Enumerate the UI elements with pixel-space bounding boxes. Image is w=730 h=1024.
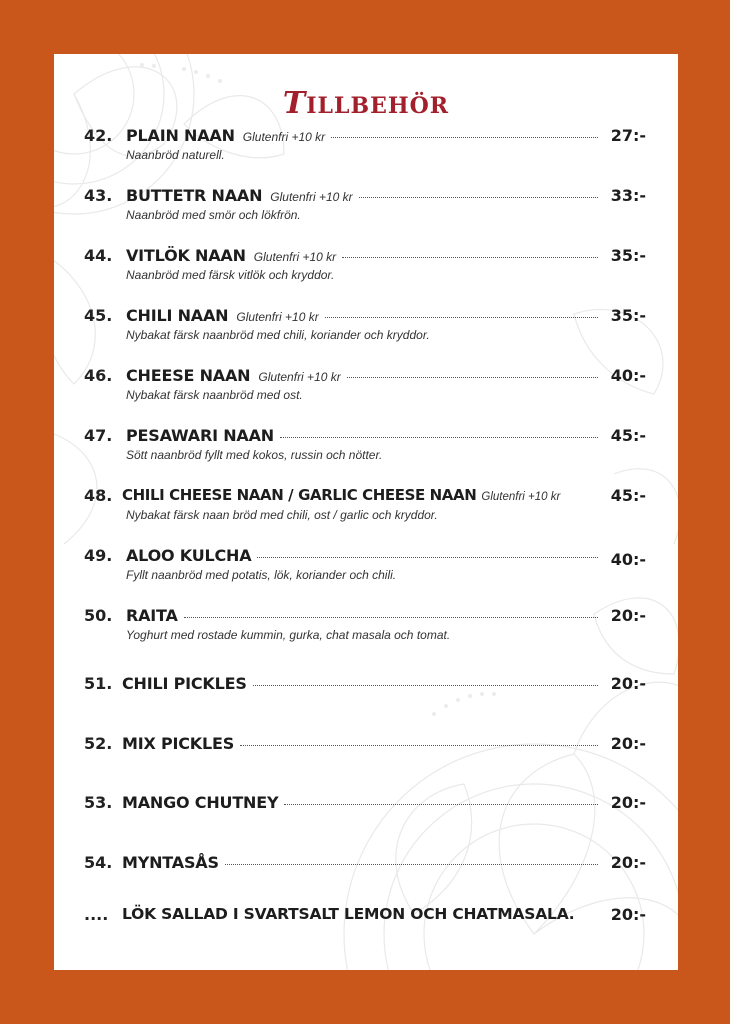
item-number: ....: [84, 905, 109, 924]
item-price: 40:-: [610, 366, 646, 385]
item-description: Fyllt naanbröd med potatis, lök, koriander och chili.: [126, 568, 397, 582]
item-description: Sött naanbröd fyllt med kokos, russin och nötter.: [126, 448, 383, 462]
item-price: 20:-: [610, 905, 646, 924]
item-number: 49.: [84, 546, 113, 565]
dot-leader: [257, 557, 598, 558]
item-note: Glutenfri +10 kr: [253, 250, 337, 264]
menu-item-47: [54, 426, 678, 470]
item-price: 45:-: [610, 486, 646, 505]
dot-leader: [253, 685, 598, 686]
menu-item-53: [54, 793, 678, 837]
menu-item-42: [54, 126, 678, 170]
menu-page: [54, 54, 678, 970]
item-price: 45:-: [610, 426, 646, 445]
item-note: Glutenfri +10 kr: [270, 190, 353, 204]
item-description: Yoghurt med rostade kummin, gurka, chat masala och tomat.: [126, 628, 451, 642]
item-note: Glutenfri +10 kr: [258, 370, 341, 384]
menu-item-50: [54, 606, 678, 650]
item-number: 53.: [84, 793, 113, 812]
item-name: BUTTETR NAAN: [126, 186, 263, 205]
menu-item-44: [54, 246, 678, 290]
item-description: Nybakat färsk naanbröd med ost.: [126, 388, 303, 402]
dot-leader: [347, 377, 598, 378]
menu-item-48: [54, 486, 678, 530]
dot-leader: [225, 864, 598, 865]
item-number: 45.: [84, 306, 113, 325]
item-name: PLAIN NAAN: [126, 126, 235, 145]
menu-item-51: [54, 674, 678, 718]
item-price: 20:-: [610, 853, 646, 872]
item-price: 20:-: [610, 734, 646, 753]
item-price: 20:-: [610, 674, 646, 693]
item-name: MYNTASÅS: [122, 853, 219, 872]
dot-leader: [184, 617, 598, 618]
item-number: 43.: [84, 186, 113, 205]
item-description: Nybakat färsk naan bröd med chili, ost / garlic och kryddor.: [126, 508, 438, 522]
menu-item-52: [54, 734, 678, 778]
section-title-initial: T: [282, 86, 307, 121]
dot-leader: [284, 804, 598, 805]
dot-leader: [325, 317, 598, 318]
item-price: 27:-: [610, 126, 646, 145]
item-name: VITLÖK NAAN: [126, 246, 246, 265]
dot-leader: [280, 437, 598, 438]
item-price: 35:-: [610, 246, 646, 265]
item-description: Naanbröd med smör och lökfrön.: [126, 208, 301, 222]
item-name: PESAWARI NAAN: [126, 426, 274, 445]
item-number: 52.: [84, 734, 113, 753]
item-name: CHILI CHEESE NAAN / GARLIC CHEESE NAAN: [122, 486, 477, 504]
item-note: Glutenfri +10 kr: [481, 491, 561, 503]
item-name: RAITA: [126, 606, 178, 625]
menu-item-46: [54, 366, 678, 410]
menu-item-43: [54, 186, 678, 230]
item-price: 20:-: [610, 606, 646, 625]
dot-leader: [359, 197, 598, 198]
item-number: 42.: [84, 126, 113, 145]
item-name: MANGO CHUTNEY: [122, 793, 279, 812]
item-price: 33:-: [610, 186, 646, 205]
item-number: 46.: [84, 366, 113, 385]
menu-item-49: [54, 546, 678, 590]
item-note: Glutenfri +10 kr: [236, 310, 319, 324]
item-description: Naanbröd naturell.: [126, 148, 225, 162]
menu-item-54: [54, 853, 678, 897]
section-title-rest: ILLBEHÖR: [306, 93, 450, 119]
item-price: 20:-: [610, 793, 646, 812]
item-number: 48.: [84, 486, 113, 505]
item-name: MIX PICKLES: [122, 734, 235, 753]
dot-leader: [240, 745, 598, 746]
item-description: Naanbröd med färsk vitlök och kryddor.: [126, 268, 335, 282]
menu-item-lok-sallad: [54, 905, 678, 949]
menu-item-45: [54, 306, 678, 350]
item-number: 54.: [84, 853, 113, 872]
item-description: Nybakat färsk naanbröd med chili, koriander och kryddor.: [126, 328, 430, 342]
item-name: ALOO KULCHA: [126, 546, 252, 565]
item-name: CHILI PICKLES: [122, 674, 247, 693]
item-note: Glutenfri +10 kr: [242, 130, 326, 144]
item-number: 44.: [84, 246, 113, 265]
item-number: 51.: [84, 674, 113, 693]
item-number: 47.: [84, 426, 113, 445]
item-price: 40:-: [610, 550, 646, 569]
item-name: LÖK SALLAD I SVARTSALT LEMON OCH CHATMASALA.: [122, 905, 575, 923]
section-title: [54, 86, 678, 121]
dot-leader: [331, 137, 598, 138]
item-price: 35:-: [610, 306, 646, 325]
item-name: CHEESE NAAN: [126, 366, 251, 385]
item-name: CHILI NAAN: [126, 306, 229, 325]
item-number: 50.: [84, 606, 113, 625]
dot-leader: [342, 257, 598, 258]
